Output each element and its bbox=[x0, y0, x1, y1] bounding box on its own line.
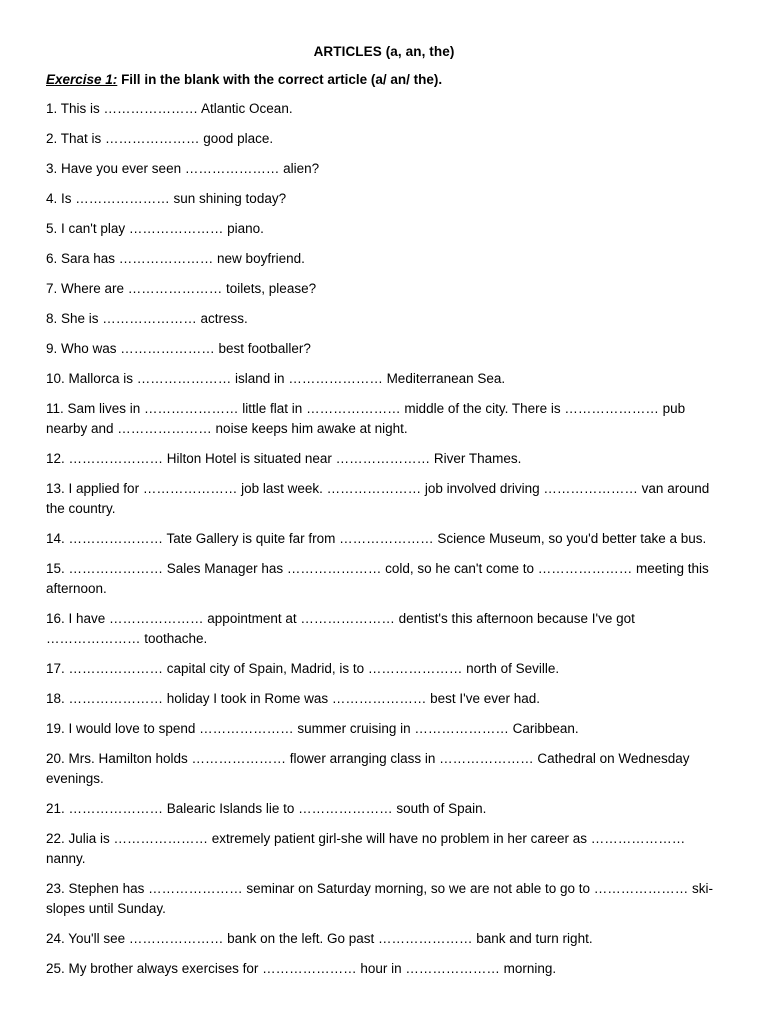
worksheet-title: ARTICLES (a, an, the) bbox=[313, 44, 455, 59]
question-23: 23. Stephen has ………………… seminar on Saturday morning, so we are not able to go to ………………… ski-slopes until Sunday. bbox=[46, 881, 714, 916]
question-list bbox=[46, 99, 722, 979]
question-13: 13. I applied for ………………… job last week. ………………… job involved driving ………………… van around the country. bbox=[46, 481, 710, 516]
question-20: 20. Mrs. Hamilton holds ………………… flower arranging class in ………………… Cathedral on Wednesday evenings. bbox=[46, 751, 690, 786]
question-17: 17. ………………… capital city of Spain, Madrid, is to ………………… north of Seville. bbox=[46, 661, 560, 676]
question-8: 8. She is ………………… actress. bbox=[46, 311, 248, 326]
question-7: 7. Where are ………………… toilets, please? bbox=[46, 281, 317, 296]
question-2: 2. That is ………………… good place. bbox=[46, 131, 274, 146]
question-19: 19. I would love to spend ………………… summer cruising in ………………… Caribbean. bbox=[46, 721, 579, 736]
question-10: 10. Mallorca is ………………… island in ………………… Mediterranean Sea. bbox=[46, 371, 506, 386]
question-25: 25. My brother always exercises for ………………… hour in ………………… morning. bbox=[46, 961, 557, 976]
question-22: 22. Julia is ………………… extremely patient girl-she will have no problem in her career as ………………… nanny. bbox=[46, 831, 686, 866]
question-6: 6. Sara has ………………… new boyfriend. bbox=[46, 251, 305, 266]
question-15: 15. ………………… Sales Manager has ………………… cold, so he can't come to ………………… meeting this afternoon. bbox=[46, 561, 709, 596]
question-11: 11. Sam lives in ………………… little flat in ………………… middle of the city. There is ………………… pub nearby and ………………… noise keeps him awake at night. bbox=[46, 401, 686, 436]
question-9: 9. Who was ………………… best footballer? bbox=[46, 341, 311, 356]
question-12: 12. ………………… Hilton Hotel is situated near ………………… River Thames. bbox=[46, 451, 522, 466]
question-14: 14. ………………… Tate Gallery is quite far from ………………… Science Museum, so you'd better take a bus. bbox=[46, 531, 707, 546]
question-16: 16. I have ………………… appointment at ………………… dentist's this afternoon because I've got ………………… toothache. bbox=[46, 611, 635, 646]
question-24: 24. You'll see ………………… bank on the left. Go past ………………… bank and turn right. bbox=[46, 931, 593, 946]
question-4: 4. Is ………………… sun shining today? bbox=[46, 191, 287, 206]
exercise-label: Exercise 1: bbox=[46, 72, 118, 87]
exercise-instruction-text: Fill in the blank with the correct article (a/ an/ the). bbox=[117, 72, 443, 87]
question-5: 5. I can't play ………………… piano. bbox=[46, 221, 264, 236]
question-3: 3. Have you ever seen ………………… alien? bbox=[46, 161, 320, 176]
question-21: 21. ………………… Balearic Islands lie to ………………… south of Spain. bbox=[46, 801, 487, 816]
question-1: 1. This is ………………… Atlantic Ocean. bbox=[46, 101, 293, 116]
question-18: 18. ………………… holiday I took in Rome was ………………… best I've ever had. bbox=[46, 691, 540, 706]
exercise-instruction bbox=[46, 72, 722, 87]
